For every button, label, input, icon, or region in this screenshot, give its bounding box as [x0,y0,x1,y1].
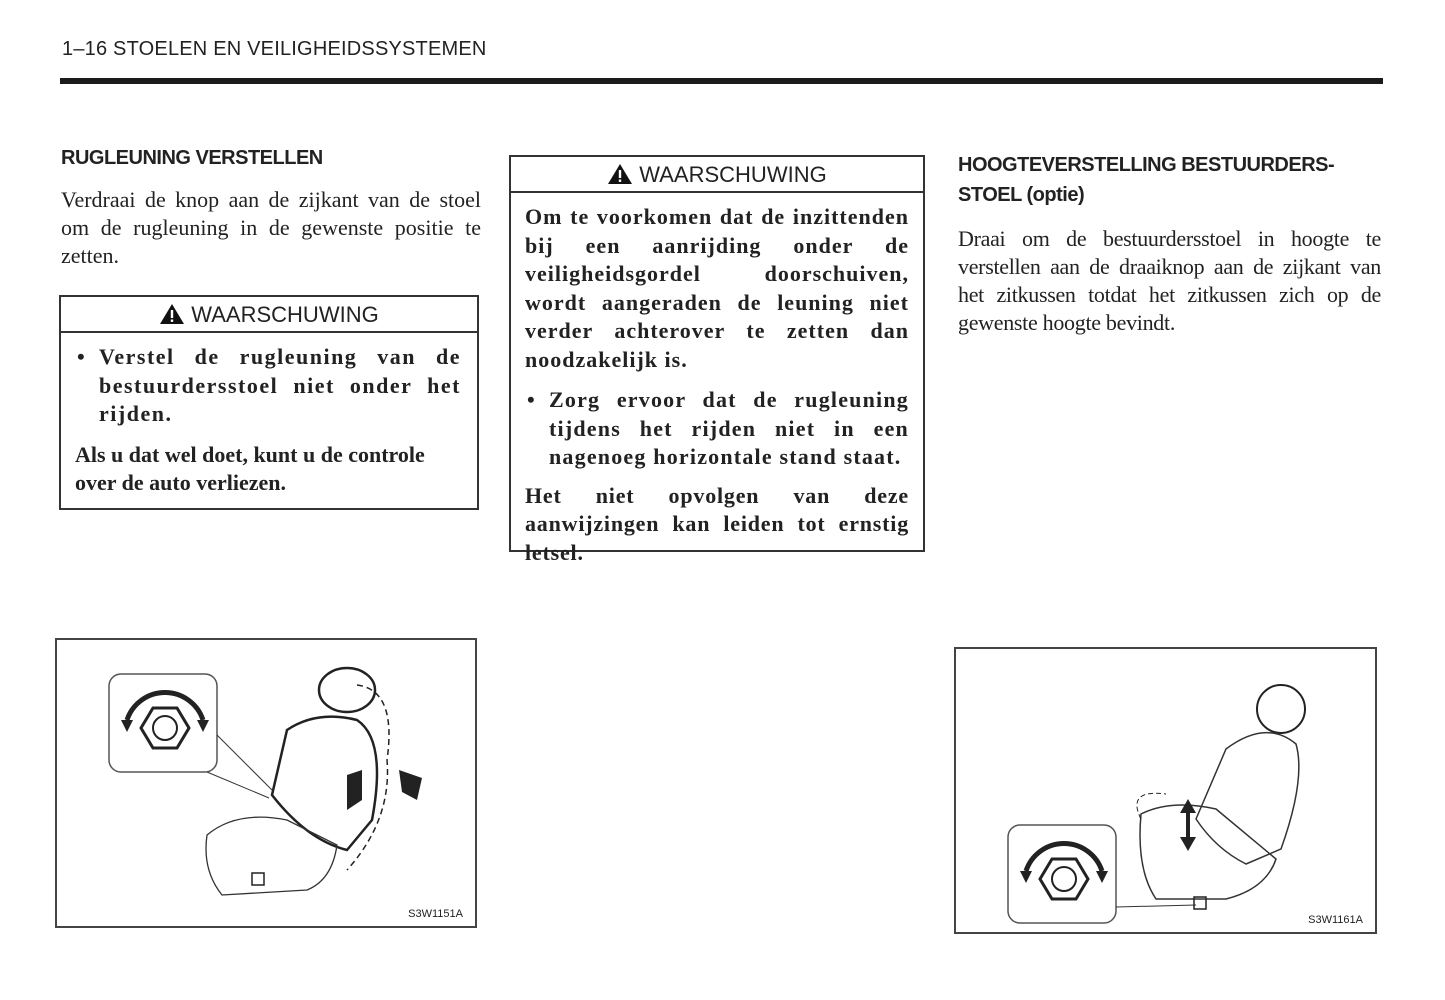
figure-backrest [55,638,477,928]
warning-box-1 [59,295,479,510]
heading-line-1: HOOGTEVERSTELLING BESTUURDERS- [958,154,1335,176]
warning-title [61,297,477,333]
heading-line-2: STOEL (optie) [958,184,1085,206]
section-heading-backrest: RUGLEUNING VERSTELLEN [61,147,323,169]
figure-label: S3W1151A [408,908,463,920]
page-header: 1–16 STOELEN EN VEILIGHEIDSSYSTEMEN [62,38,487,60]
warning-title-text: WAARSCHUWING [639,162,827,187]
seat-recline-illustration [57,640,475,926]
backrest-text: Verdraai de knop aan de zijkant van de stoel om de rugleuning in de gewenste positie te zetten. [61,187,481,268]
warning-text-1: Om te voorkomen dat de inzittenden bij een aanrijding onder de veiligheidsgordel doorschuiven, wordt aangeraden de leuning niet verder achterover te zetten dan noodzakelijk is. [525,204,909,372]
warning-bullet: • Verstel de rugleuning van de bestuurdersstoel niet onder het rijden. [75,343,461,429]
warning-bullet: • Zorg ervoor dat de rugleuning tijdens het rijden niet in een nagenoeg horizontale stand staat. [525,386,909,472]
figure-label: S3W1161A [1308,914,1363,926]
warning-text-2: Het niet opvolgen van deze aanwijzingen kan leiden tot ernstig letsel. [525,482,909,565]
warning-text: Als u dat wel doet, kunt u de controle over de auto verliezen. [75,441,425,495]
seat-height-illustration [956,649,1375,932]
warning-box-2 [509,155,925,565]
warning-triangle-icon [159,303,185,325]
warning-title [511,157,923,193]
section-heading-height [958,150,1334,210]
warning-triangle-icon [607,163,633,185]
header-rule [60,78,1383,84]
warning-title-text: WAARSCHUWING [191,302,379,327]
height-text: Draai om de bestuurdersstoel in hoogte te verstellen aan de draaiknop aan de zijkant van het zitkussen totdat het zitkussen zich op de gewenste hoogte bevindt. [958,226,1381,335]
figure-height [954,647,1377,934]
